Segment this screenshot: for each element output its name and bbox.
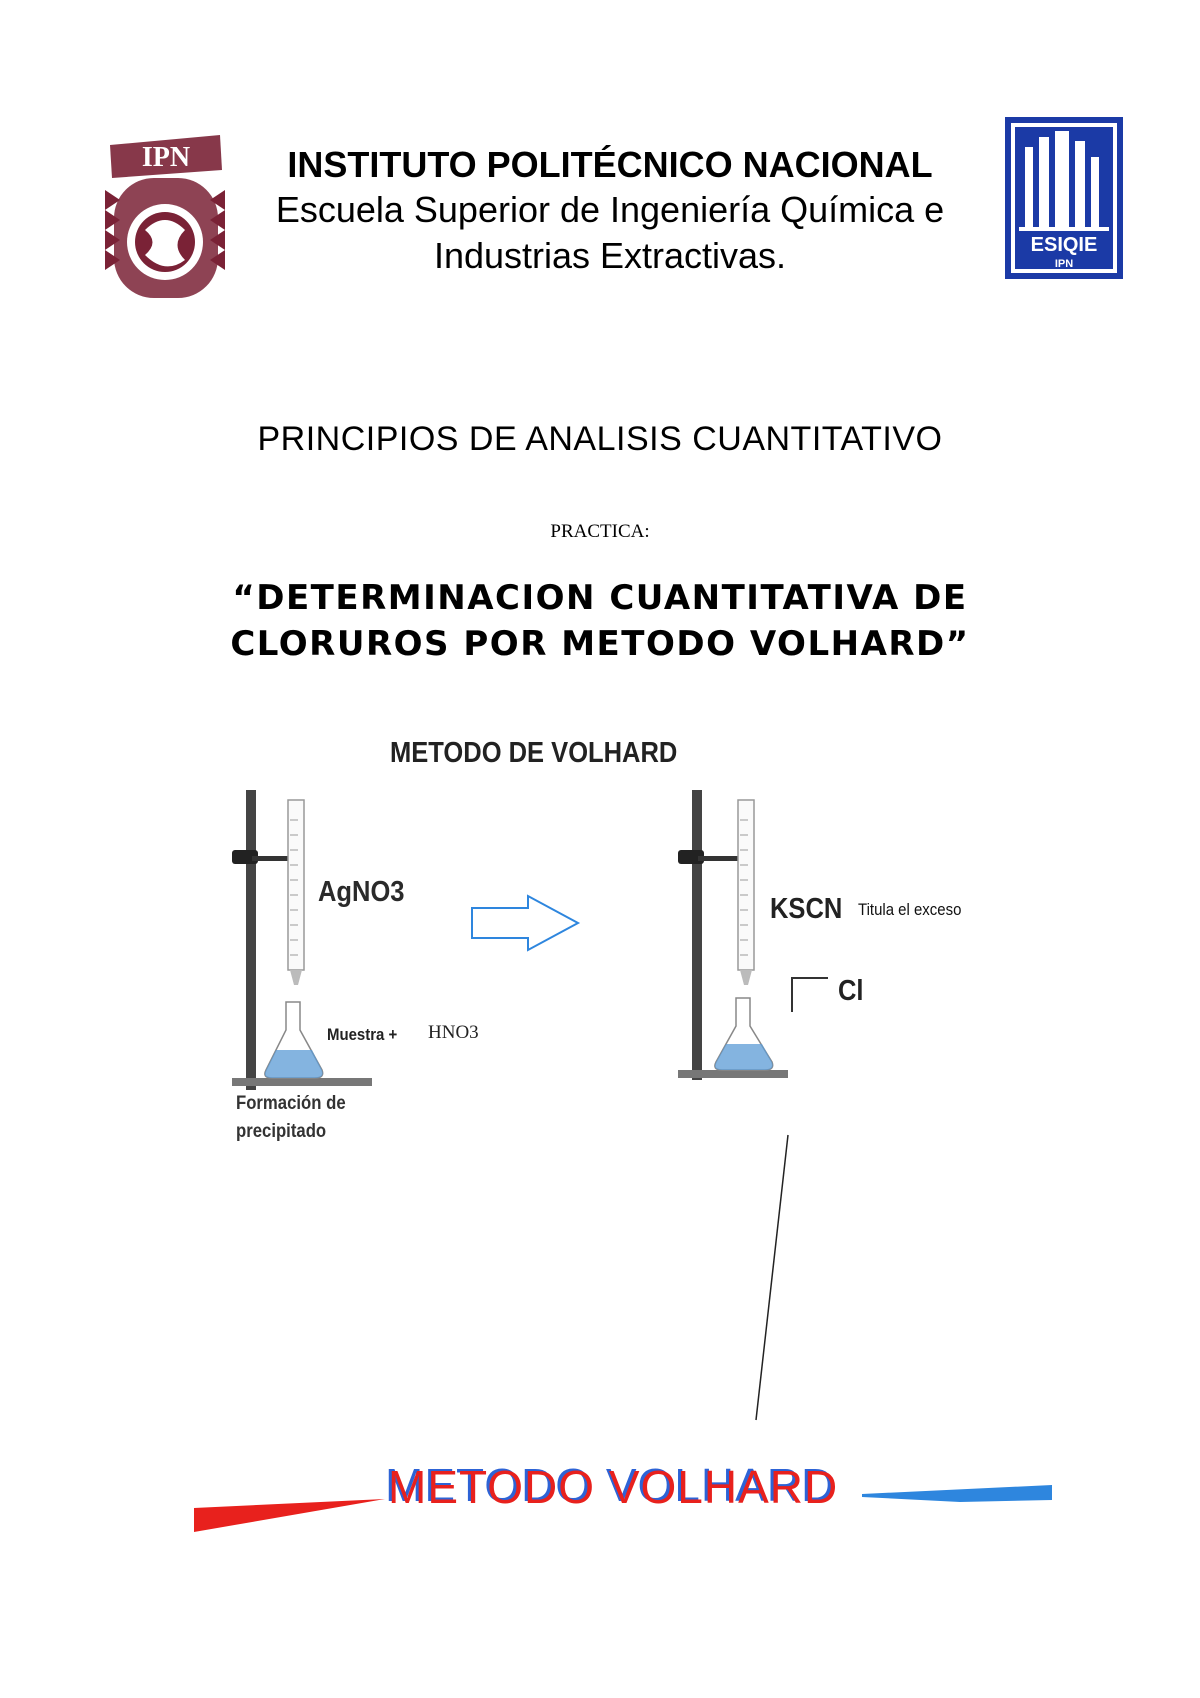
school-name-line1: Escuela Superior de Ingeniería Química e: [275, 189, 945, 230]
diagram-title: METODO DE VOLHARD: [390, 737, 678, 769]
wordart-title: METODO VOLHARD: [388, 1461, 839, 1513]
practice-title-line1: “DETERMINACION CUANTITATIVA DE: [232, 578, 968, 618]
practica-label: PRACTICA:: [550, 521, 650, 542]
school-name-line2: Industrias Extractivas.: [433, 235, 787, 276]
subject-title: PRINCIPIOS DE ANALISIS CUANTITATIVO: [257, 420, 943, 458]
practice-title-line2: CLORUROS POR METODO VOLHARD”: [230, 624, 970, 664]
connector-line: [756, 1135, 788, 1420]
sample-label: Muestra +: [327, 1025, 398, 1044]
precipitate-label: [236, 1090, 346, 1146]
ion-label: Cl: [838, 975, 864, 1007]
institution-name: INSTITUTO POLITÉCNICO NACIONAL: [287, 144, 933, 185]
esiqie-logo-subtext: IPN: [1054, 258, 1074, 270]
process-arrow-icon: [472, 896, 578, 950]
ipn-logo-text: IPN: [141, 142, 191, 173]
reagent-left-label: AgNO3: [318, 876, 405, 908]
precipitate-label-line1: Formación de: [236, 1093, 346, 1114]
blue-swoosh: [862, 1485, 1052, 1502]
reagent-right-label: KSCN: [770, 893, 843, 925]
right-titration-stand: [678, 790, 788, 1080]
acid-label: HNO3: [428, 1022, 479, 1043]
red-swoosh: [194, 1499, 385, 1532]
ion-bracket: [792, 978, 828, 1012]
left-titration-stand: [232, 790, 372, 1090]
esiqie-logo-text: ESIQIE: [1030, 234, 1098, 256]
precipitate-label-line2: precipitado: [236, 1121, 327, 1142]
titrate-label: Titula el exceso: [858, 900, 962, 919]
